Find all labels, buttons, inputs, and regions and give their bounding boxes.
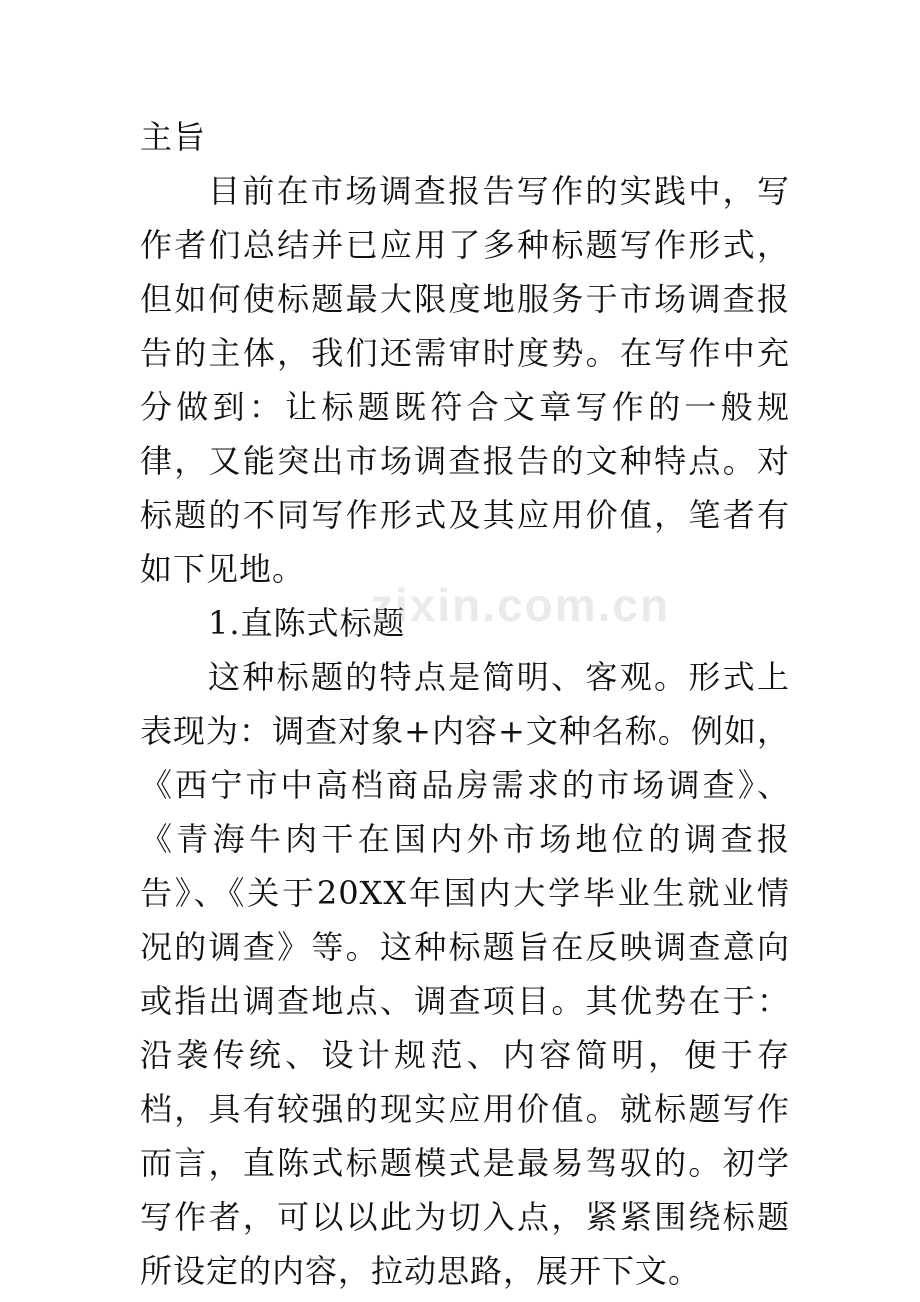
section-heading-zhuzhi: 主旨 bbox=[140, 118, 207, 156]
document-body bbox=[140, 110, 790, 1298]
intro-paragraph: 目前在市场调查报告写作的实践中，写作者们总结并已应用了多种标题写作形式，但如何使标题最大限度地服务于市场调查报告的主体，我们还需审时度势。在写作中充分做到：让标题既符合文章写作的一般规律，又能突出市场调查报告的文种特点。对标题的不同写作形式及其应用价值，笔者有如下见地。 bbox=[140, 172, 790, 588]
direct-title-paragraph: 这种标题的特点是简明、客观。形式上表现为：调查对象+内容+文种名称。例如，《西宁市中高档商品房需求的市场调查》、《青海牛肉干在国内外市场地位的调查报告》、《关于20XX年国内大学毕业生就业情况的调查》等。这种标题旨在反映调查意向或指出调查地点、调查项目。其优势在于：沿袭传统、设计规范、内容简明，便于存档，具有较强的现实应用价值。就标题写作而言，直陈式标题模式是最易驾驭的。初学写作者，可以以此为切入点，紧紧围绕标题所设定的内容，拉动思路，展开下文。 bbox=[140, 658, 790, 1290]
subsection-heading-direct-title: 1.直陈式标题 bbox=[208, 604, 406, 642]
watermark: zixin.com.cn bbox=[370, 579, 671, 631]
